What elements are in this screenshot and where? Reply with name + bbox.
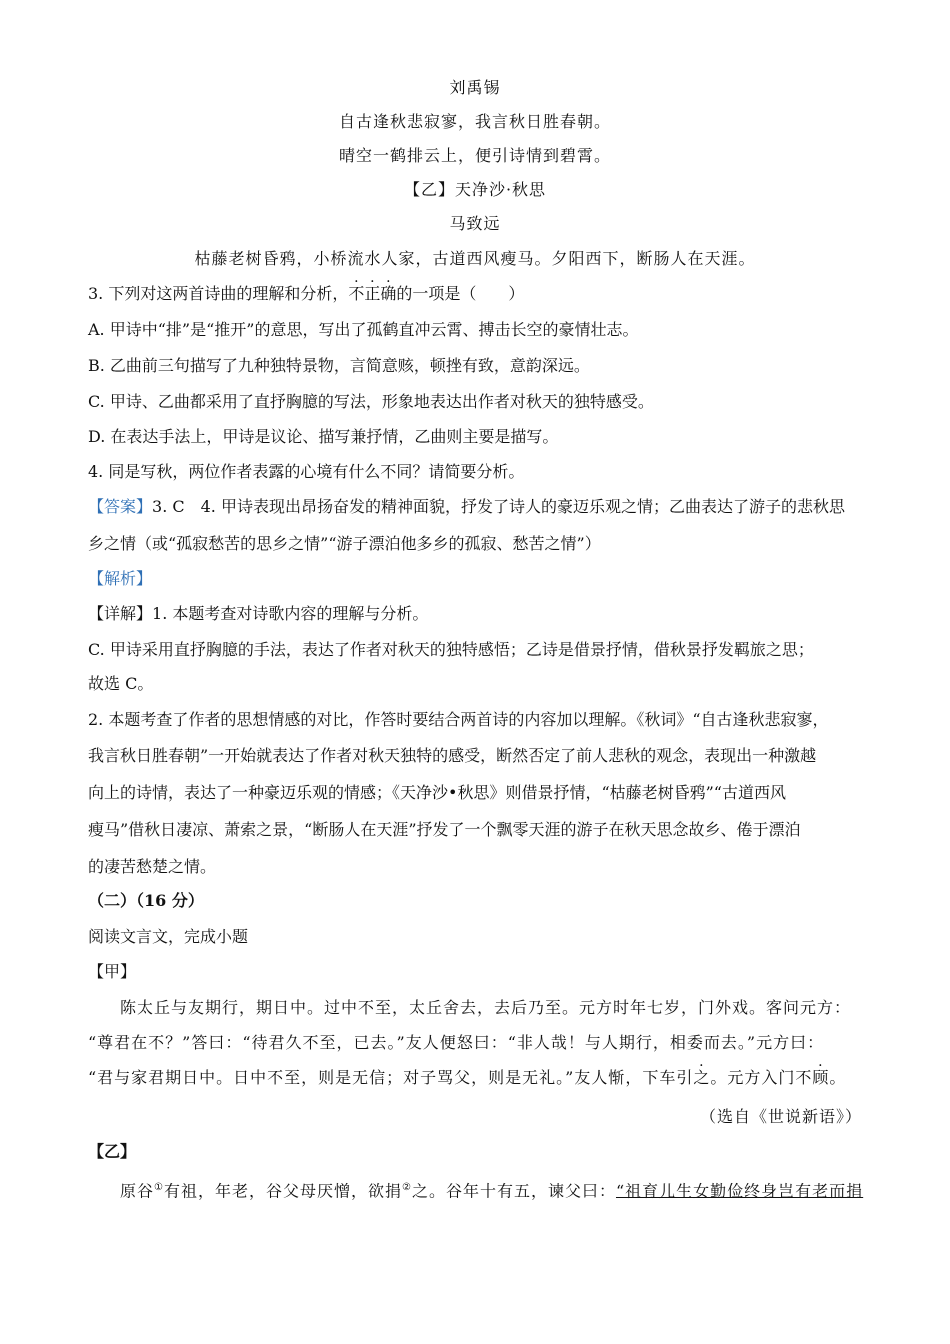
detail-line-4: 2. 本题考查了作者的思想情感的对比，作答时要结合两首诗的内容加以理解。《秋词》“自古逢秋悲寂寥， bbox=[88, 710, 829, 729]
passage-yi-text-3: 之。谷年十有五，谏父曰： bbox=[411, 1181, 616, 1201]
passage-yi-label: 【乙】 bbox=[88, 1142, 137, 1161]
passage-jia-line-1: 陈太丘与友期行，期日中。过中不至，太丘舍去，去后乃至。元方时年七岁，门外戏。客问元方： bbox=[120, 998, 852, 1017]
passage-yi-line-1 bbox=[88, 1178, 862, 1201]
detail-line-6: 向上的诗情，表达了一种豪迈乐观的情感；《天净沙•秋思》则借景抒情，“枯藤老树昏鸦”“古道西风 bbox=[88, 783, 786, 802]
poem-jia-line-2: 晴空一鹤排云上，便引诗情到碧霄。 bbox=[338, 146, 611, 165]
detail-line-2: C. 甲诗采用直抒胸臆的手法，表达了作者对秋天的独特感悟；乙诗是借景抒情，借秋景抒发羁旅之思； bbox=[88, 640, 814, 659]
question-3-option-c: C. 甲诗、乙曲都采用了直抒胸臆的写法，形象地表达出作者对秋天的独特感受。 bbox=[88, 392, 654, 411]
emphasis-char-2: 正 bbox=[364, 284, 381, 303]
question-3-stem bbox=[88, 284, 862, 304]
passage-jia-line-3-mid: 。元方入门不 bbox=[710, 1068, 813, 1087]
passage-jia-line-2: “尊君在不？”答曰：“待君久不至，已去。”友人便怒曰：“非人哉！与人期行，相委而去。”元方曰： bbox=[88, 1033, 825, 1052]
passage-jia-label: 【甲】 bbox=[88, 962, 137, 981]
detail-line-7: 瘦马”借秋日凄凉、萧索之景，“断肠人在天涯”抒发了一个飘零天涯的游子在秋天思念故乡、倦于漂泊 bbox=[88, 820, 801, 839]
passage-jia-source: （选自《世说新语》） bbox=[699, 1107, 862, 1126]
emphasis-char-gu: 顾 bbox=[812, 1068, 830, 1087]
poem-yi-author: 马致远 bbox=[449, 214, 501, 233]
detail-text-1: 1. 本题考查对诗歌内容的理解与分析。 bbox=[152, 604, 429, 623]
detail-line-3: 故选 C。 bbox=[88, 674, 154, 693]
passage-jia-line-3-pre: “君与家君期日中。日中不至，则是无信；对子骂父，则是无礼。”友人惭，下车引 bbox=[88, 1068, 694, 1087]
question-3-stem-post: 的一项是（ ） bbox=[396, 284, 525, 303]
footnote-marker-2: ② bbox=[402, 1182, 412, 1193]
answer-line-2: 乡之情（或“孤寂愁苦的思乡之情”“游子漂泊他多乡的孤寂、愁苦之情”） bbox=[88, 534, 601, 553]
emphasis-char-zhi: 之 bbox=[693, 1068, 711, 1087]
question-4-stem: 4. 同是写秋，两位作者表露的心境有什么不同？请简要分析。 bbox=[88, 462, 525, 481]
passage-jia-line-3-post: 。 bbox=[829, 1068, 847, 1087]
emphasis-char-3: 确 bbox=[380, 284, 397, 303]
analysis-tag: 【解析】 bbox=[88, 569, 153, 588]
detail-tag: 【详解】 bbox=[88, 604, 153, 623]
poem-yi-title: 【乙】天净沙·秋思 bbox=[403, 180, 547, 199]
poem-yi-line-1: 枯藤老树昏鸦，小桥流水人家，古道西风瘦马。夕阳西下，断肠人在天涯。 bbox=[194, 249, 756, 268]
question-3-option-b: B. 乙曲前三句描写了九种独特景物，言简意赅，顿挫有致，意韵深远。 bbox=[88, 356, 590, 375]
question-3-option-d: D. 在表达手法上，甲诗是议论、描写兼抒情，乙曲则主要是描写。 bbox=[88, 427, 559, 446]
section-2-instruction: 阅读文言文，完成小题 bbox=[88, 927, 249, 946]
answer-text-1: 3. C 4. 甲诗表现出昂扬奋发的精神面貌，抒发了诗人的豪迈乐观之情；乙曲表达了游子的悲秋思 bbox=[152, 497, 845, 516]
passage-yi-underlined: “祖育儿生女勤俭终身岂有老而捐 bbox=[615, 1181, 864, 1201]
passage-jia-line-3 bbox=[88, 1068, 862, 1088]
footnote-marker-1: ① bbox=[154, 1182, 164, 1193]
emphasis-char-1: 不 bbox=[348, 284, 365, 303]
passage-yi-text-2: 有祖，年老，谷父母厌憎，欲捐 bbox=[163, 1181, 402, 1201]
section-2-heading: （二）（16 分） bbox=[88, 891, 204, 910]
passage-yi-text-1: 原谷 bbox=[120, 1181, 155, 1201]
answer-tag: 【答案】 bbox=[88, 497, 153, 516]
answer-line-1 bbox=[88, 497, 862, 517]
detail-line-1 bbox=[88, 604, 862, 624]
poem-jia-line-1: 自古逢秋悲寂寥，我言秋日胜春朝。 bbox=[338, 112, 611, 131]
question-3-stem-pre: 3. 下列对这两首诗曲的理解和分析， bbox=[88, 284, 349, 303]
poem-jia-author: 刘禹锡 bbox=[449, 78, 501, 97]
detail-line-5: 我言秋日胜春朝”一开始就表达了作者对秋天独特的感受，断然否定了前人悲秋的观念，表现出一种激越 bbox=[88, 746, 817, 765]
detail-line-8: 的凄苦愁楚之情。 bbox=[88, 857, 217, 876]
question-3-option-a: A. 甲诗中“排”是“推开”的意思，写出了孤鹤直冲云霄、搏击长空的豪情壮志。 bbox=[88, 320, 639, 339]
